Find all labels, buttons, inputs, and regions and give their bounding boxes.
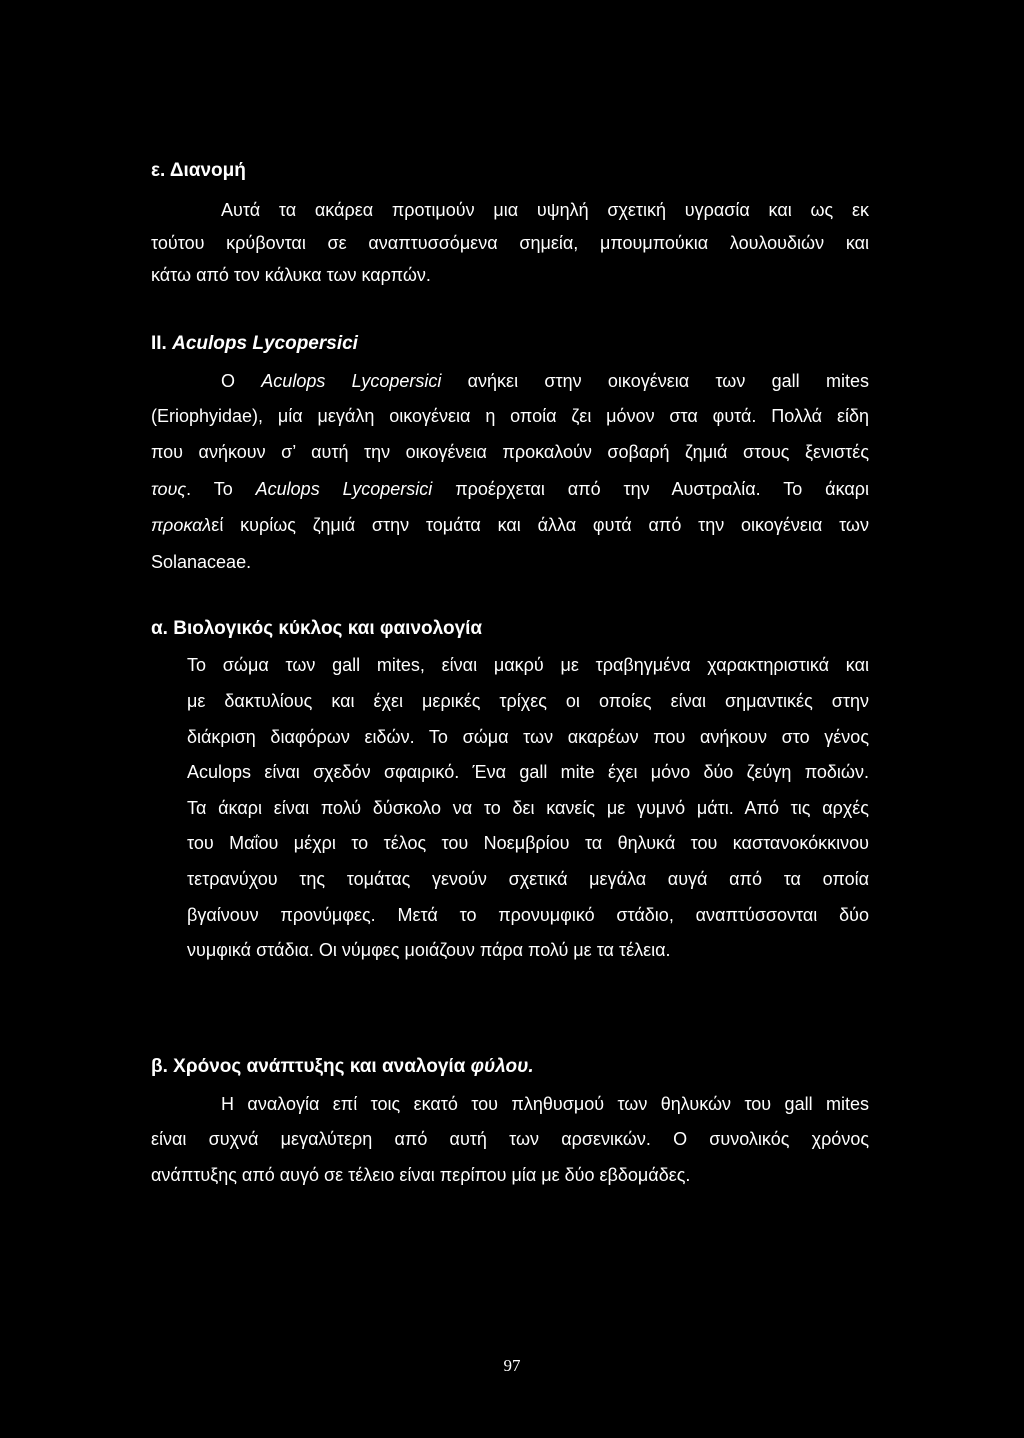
paragraph-line: Αυτά τα ακάρεα προτιμούν μια υψηλή σχετική υγρασία και ως εκ <box>221 200 869 220</box>
paragraph-line: βγαίνουν προνύμφες. Μετά το προνυμφικό στάδιο, αναπτύσσονται δύο <box>187 905 869 925</box>
section-e-heading: ε. Διανομή <box>151 160 246 181</box>
paragraph-line: Το σώμα των gall mites, είναι μακρύ με τραβηγμένα χαρακτηριστικά και <box>187 655 869 675</box>
paragraph-line: είναι συχνά μεγαλύτερη από αυτή των αρσενικών. Ο συνολικός χρόνος <box>151 1129 869 1149</box>
text: Ο <box>221 371 262 391</box>
heading-italic: φύλου. <box>470 1056 534 1077</box>
section-a-heading: α. Βιολογικός κύκλος και φαινολογία <box>151 618 483 639</box>
heading-species: Aculops Lycopersici <box>172 333 358 354</box>
section-ii-heading <box>151 333 358 355</box>
text: προκαλ <box>151 515 212 535</box>
paragraph-line: Aculops είναι σχεδόν σφαιρικό. Ένα gall mite έχει μόνο δύο ζεύγη ποδιών. <box>187 762 869 782</box>
heading-prefix: II. <box>151 333 173 354</box>
text: εί κυρίως ζημιά στην τομάτα και άλλα φυτά από την οικογένεια των <box>211 515 869 535</box>
text: . Το <box>186 479 256 499</box>
paragraph-line: ανάπτυξης από αυγό σε τέλειο είναι περίπου μία με δύο εβδομάδες. <box>151 1165 691 1185</box>
page-number: 97 <box>503 1356 521 1375</box>
paragraph-line: διάκριση διαφόρων ειδών. Το σώμα των ακαρέων που ανήκουν στο γένος <box>187 727 869 747</box>
paragraph-line: Η αναλογία επί τοις εκατό του πληθυσμού των θηλυκών του gall mites <box>221 1094 869 1114</box>
species-name: Aculops Lycopersici <box>255 479 433 499</box>
paragraph-line <box>221 370 869 392</box>
paragraph-line: Τα άκαρι είναι πολύ δύσκολο να το δει κανείς με γυμνό μάτι. Από τις αρχές <box>187 798 869 818</box>
paragraph-line: του Μαΐου μέχρι το τέλος του Νοεμβρίου τα θηλυκά του καστανοκόκκινου <box>187 833 869 853</box>
paragraph-line: Solanaceae. <box>151 552 252 572</box>
text: προέρχεται από την Αυστραλία. Το άκαρι <box>432 479 869 499</box>
paragraph-line: κάτω από τον κάλυκα των καρπών. <box>151 265 431 285</box>
paragraph-line: νυμφικά στάδια. Οι νύμφες μοιάζουν πάρα πολύ με τα τέλεια. <box>187 940 671 960</box>
paragraph-line <box>151 478 869 500</box>
section-b-heading <box>151 1056 534 1078</box>
text: ανήκει στην οικογένεια των gall mites <box>441 371 869 391</box>
paragraph-line: τούτου κρύβονται σε αναπτυσσόμενα σημεία, μπουμπούκια λουλουδιών και <box>151 233 869 253</box>
heading-prefix: β. Χρόνος ανάπτυξης και αναλογία <box>151 1056 471 1077</box>
species-name: Aculops Lycopersici <box>261 371 442 391</box>
paragraph-line: που ανήκουν σ’ αυτή την οικογένεια προκαλούν σοβαρή ζημιά στους ξενιστές <box>151 442 869 462</box>
paragraph-line: (Eriophyidae), μία μεγάλη οικογένεια η οποία ζει μόνον στα φυτά. Πολλά είδη <box>151 406 869 426</box>
paragraph-line: με δακτυλίους και έχει μερικές τρίχες οι οποίες είναι σημαντικές στην <box>187 691 869 711</box>
paragraph-line <box>151 514 869 536</box>
text: τους <box>151 479 187 499</box>
paragraph-line: τετρανύχου της τομάτας γενούν σχετικά μεγάλα αυγά από τα οποία <box>187 869 869 889</box>
